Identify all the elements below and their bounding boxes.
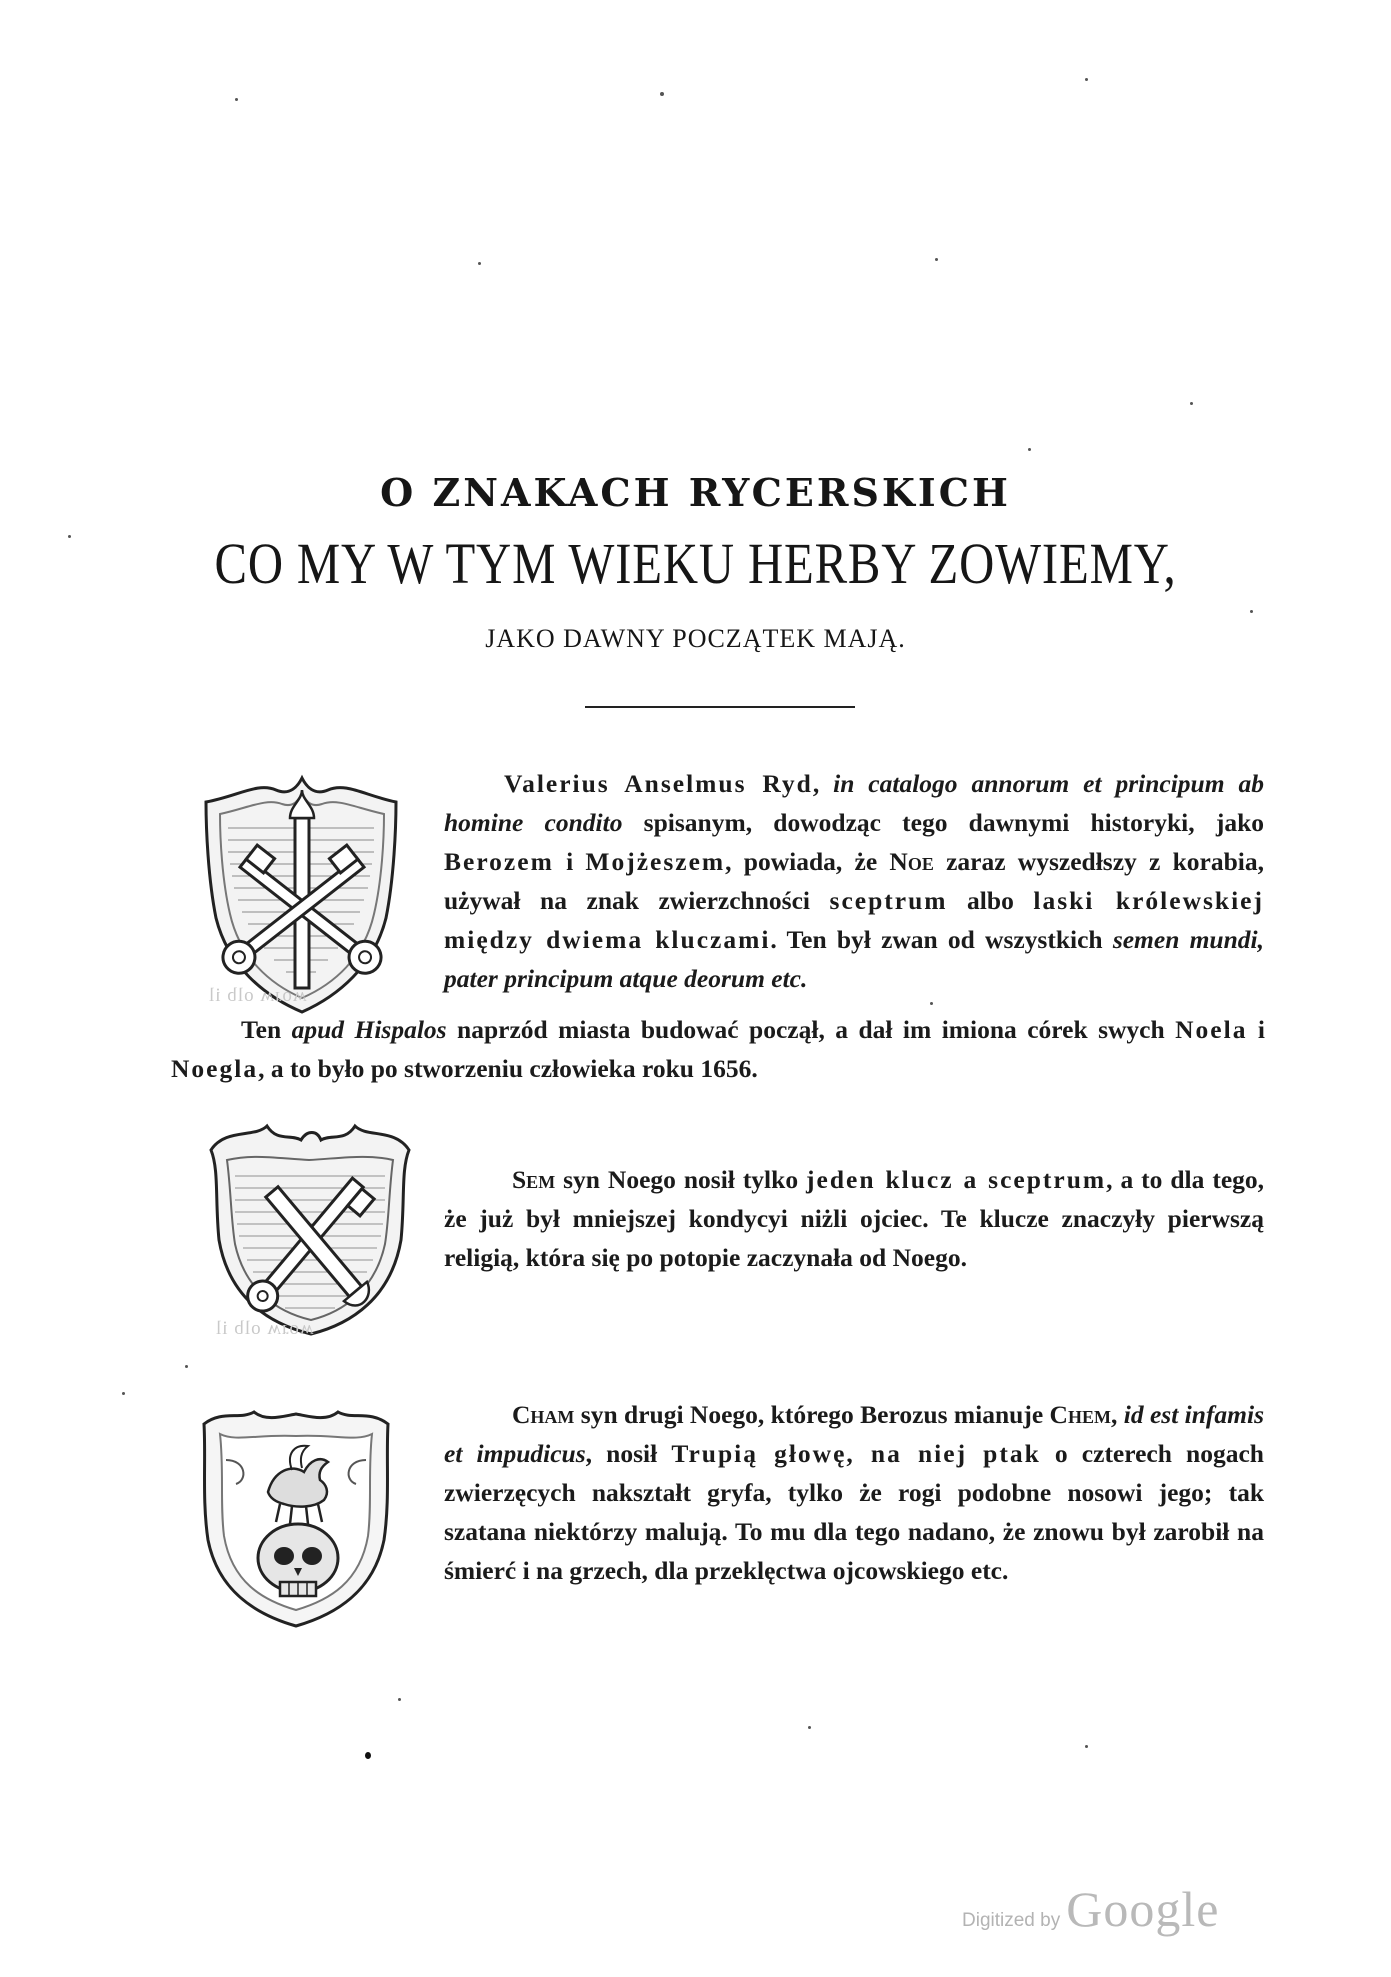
print-speck <box>935 258 938 261</box>
print-speck <box>478 262 481 265</box>
print-speck <box>235 98 238 101</box>
latin-phrase: apud Hispalos <box>291 1015 447 1044</box>
print-speck <box>365 1752 371 1759</box>
text-run: , a to było po stworzeniu człowieka roku 1656. <box>258 1054 758 1083</box>
print-speck <box>1085 78 1088 81</box>
text-run: Ten <box>241 1015 292 1044</box>
coat-of-arms-keys-sceptre-illustration <box>198 768 404 1018</box>
latin-phrase: in catalogo annorum et principum ab homine condito <box>444 769 1264 837</box>
print-speck <box>398 1698 401 1701</box>
title-line-2: CO MY W TYM WIEKU HERBY ZOWIEMY, <box>214 531 1177 596</box>
text-run: , <box>812 769 834 798</box>
emphasis-trupia-glowa: Trupią głowę, na niej ptak <box>671 1439 1041 1468</box>
name-cham: Cham <box>512 1400 575 1429</box>
text-run: , a to dla tego, że już był mniejszej kondycyi niżli ojciec. Te klucze znaczyły pierwszą religią, która się po potopie zaczynała od Noego. <box>444 1165 1265 1272</box>
emphasis-sceptrum: sceptrum <box>829 886 948 915</box>
text-run: i <box>553 847 586 876</box>
print-speck <box>68 535 71 538</box>
text-run: syn Noego nosił tylko <box>555 1165 807 1194</box>
name-noela: Noela <box>1175 1015 1248 1044</box>
text-run: , <box>1110 1400 1124 1429</box>
title-line-3: JAKO DAWNY POCZĄTEK MAJĄ. <box>485 624 906 653</box>
print-speck <box>660 92 664 96</box>
print-speck <box>1190 402 1193 405</box>
print-speck <box>1250 610 1253 613</box>
coat-of-arms-skull-griffin-illustration <box>196 1400 396 1632</box>
print-speck <box>1085 1745 1088 1748</box>
paragraph-hispalos <box>171 1010 1265 1088</box>
latin-phrase: semen mundi, pater principum atque deorum etc. <box>444 925 1264 993</box>
bleed-through-text: ʍoɹʍ olb il <box>208 985 307 1006</box>
latin-phrase: id est infamis et impudicus <box>444 1400 1265 1468</box>
paragraph-noe <box>444 764 1264 998</box>
name-noegla: Noegla <box>171 1054 259 1083</box>
text-run: . Ten był zwan od wszystkich <box>770 925 1113 954</box>
text-run: syn drugi Noego, którego Berozus mianuje <box>574 1400 1050 1429</box>
text-run: zaraz wyszedłszy z korabia, używał na znak zwierzchności <box>444 847 1264 915</box>
name-noe: Noe <box>889 847 934 876</box>
print-speck <box>1028 448 1031 451</box>
name-chem: Chem <box>1049 1400 1111 1429</box>
text-run: spisanym, dowodząc tego dawnymi historyki, jako <box>622 808 1264 837</box>
watermark-prefix: Digitized by <box>962 1910 1061 1931</box>
text-run: , nosił <box>585 1439 672 1468</box>
google-logo: Google <box>1066 1881 1220 1937</box>
title-line-1: O ZNAKACH RYCERSKICH <box>380 470 1011 515</box>
text-run: naprzód miasta budować począł, a dał im imiona córek swych <box>446 1015 1176 1044</box>
emphasis-klucz: jeden klucz a sceptrum <box>806 1165 1107 1194</box>
bleed-through-text: ʍoɹʍ olb il <box>215 1318 314 1339</box>
text-run: o czterech nogach zwierzęcych nakształt gryfa, tylko że rogi podobne nosowi jego; tak szatana niektórzy malują. To mu dla tego nadano, że znowu był zarobił na śmierć i na grzech, dla przeklęctwa ojcowskiego etc. <box>444 1439 1264 1585</box>
print-speck <box>122 1392 125 1395</box>
text-run: i <box>1247 1015 1265 1044</box>
name-sem: Sem <box>512 1165 556 1194</box>
text-run: albo <box>947 886 1034 915</box>
print-speck <box>808 1726 811 1729</box>
paragraph-sem <box>444 1160 1264 1277</box>
name-mojzeszem: Mojżeszem <box>585 847 726 876</box>
paragraph-cham <box>444 1395 1264 1590</box>
coat-of-arms-key-sceptre-illustration <box>205 1120 415 1340</box>
print-speck <box>185 1365 188 1368</box>
name-berozem: Berozem <box>444 847 554 876</box>
text-run: , powiada, że <box>725 847 890 876</box>
print-speck <box>930 1002 933 1005</box>
emphasis-laski: laski królewskiej między dwiema kluczami <box>444 886 1264 954</box>
title-rule <box>585 706 855 708</box>
digitized-by-google-watermark <box>962 1880 1220 1937</box>
author-name: Valerius Anselmus Ryd <box>504 769 813 798</box>
